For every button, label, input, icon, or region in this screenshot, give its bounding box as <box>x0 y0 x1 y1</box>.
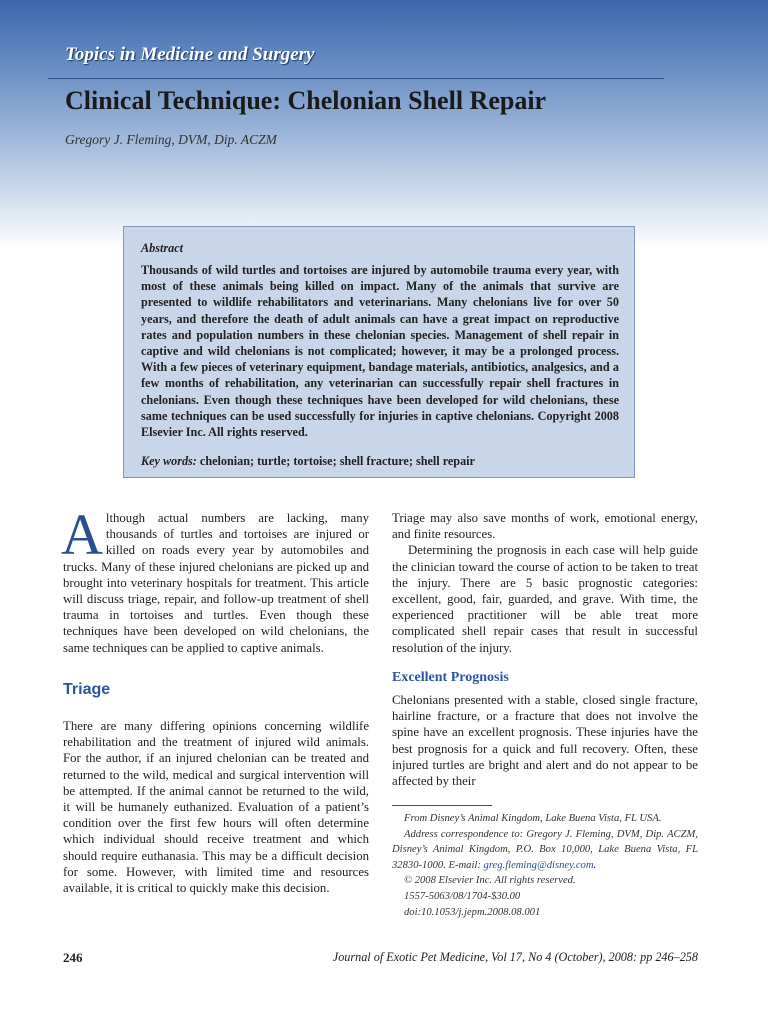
intro-text: lthough actual numbers are lacking, many thousands of turtles and tortoises are injured or killed on roads every year by automobiles and trucks. Many of these injured chelonians are picked up and brought into veterinary hospitals for treatment. This article will discuss triage, repair, and follow-up treatment of shell trauma in tortoises and turtles. Even though these techniques have been developed on wild chelonians, the same techniques can be applied to captive animals. <box>63 511 369 655</box>
drop-cap: A <box>61 502 103 567</box>
triage-continued: Triage may also save months of work, emotional energy, and finite resources. <box>392 511 698 542</box>
triage-heading: Triage <box>63 680 111 698</box>
keywords <box>141 454 619 469</box>
footnote-address <box>392 827 698 874</box>
footnote-issn: 1557-5063/08/1704-$30.00 <box>404 890 521 902</box>
article-title: Clinical Technique: Chelonian Shell Repair <box>65 86 547 115</box>
footnote <box>392 811 698 920</box>
triage-paragraph: There are many differing opinions concerning wildlife rehabilitation and the treatment of injured wild animals. For the author, if an injured chelonian can be treated and returned to the wild, medical and surgical intervention will be attempted. If the animal cannot be returned to the wild, it will be humanely euthanized. Evaluation of a patient’s condition over the first few hours will often determine which individual should receive treatment and which should require euthanasia. This may be a difficult decision for some. However, with limited time and resources available, it is critical to quickly make this decision. <box>63 719 369 896</box>
footnote-address-end: . <box>593 859 597 871</box>
author-email-link[interactable]: greg.fleming@disney.com <box>483 859 594 871</box>
keywords-label: Key words: <box>141 454 197 469</box>
keywords-list: chelonian; turtle; tortoise; shell fracture; shell repair <box>199 454 475 469</box>
prognosis-paragraph: Determining the prognosis in each case will help guide the clinician toward the course of action to be taken to treat the injury. There are 5 basic prognostic categories: excellent, good, fair, guarded, and grave. With time, the experienced practitioner will be able treat more complicated shell repair cases that result in successful resolution of the injury. <box>392 543 698 655</box>
series-title: Topics in Medicine and Surgery <box>65 44 315 65</box>
footnote-affiliation: From Disney’s Animal Kingdom, Lake Buena Vista, FL USA. <box>404 813 662 824</box>
right-column <box>392 510 698 789</box>
excellent-prognosis-heading: Excellent Prognosis <box>392 669 509 685</box>
left-column <box>61 502 369 896</box>
footnote-copyright: © 2008 Elsevier Inc. All rights reserved. <box>404 875 576 887</box>
abstract-heading: Abstract <box>141 241 183 255</box>
author-line: Gregory J. Fleming, DVM, Dip. ACZM <box>65 132 277 147</box>
abstract-box <box>123 226 635 478</box>
page-number: 246 <box>63 950 83 965</box>
excellent-prognosis-paragraph: Chelonians presented with a stable, closed single fracture, hairline fracture, or a fracture that does not involve the spine have an excellent prognosis. These injuries have the best prognosis for a quick and full recovery. Often, these injured turtles are bright and alert and do not appear to be affected by their <box>392 693 698 789</box>
intro-paragraph <box>61 502 369 656</box>
header-rule <box>48 78 664 79</box>
footnote-rule <box>392 805 492 806</box>
journal-citation: Journal of Exotic Pet Medicine, Vol 17, No 4 (October), 2008: pp 246–258 <box>332 950 698 964</box>
footnote-doi: doi:10.1053/j.jepm.2008.08.001 <box>404 906 541 918</box>
footnote-address-text: Address correspondence to: Gregory J. Fleming, DVM, Dip. ACZM, Disney’s Animal Kingdom, P.O. Box 10,000, Lake Buena Vista, FL 32830-1000. E-mail: <box>392 828 698 871</box>
abstract-text: Thousands of wild turtles and tortoises are injured by automobile trauma every year, with most of these animals being killed on impact. Many of the animals that survive are presented to wildlife rehabilitators and veterinarians. Many chelonians live for over 50 years, and therefore the death of adult animals can have a great impact on reproductive rates and population numbers in these chelonian species. Management of shell repair in captive and wild chelonians is not complicated; however, it may be a prolonged process. With a few pieces of veterinary equipment, bandage materials, antibiotics, analgesics, and a few months of rehabilitation, any veterinarian can successfully repair shell fractures in chelonians. Even though these techniques have been developed for wild chelonians, these same techniques can be used successfully for injuries in captive chelonians. Copyright 2008 Elsevier Inc. All rights reserved. <box>141 263 619 440</box>
